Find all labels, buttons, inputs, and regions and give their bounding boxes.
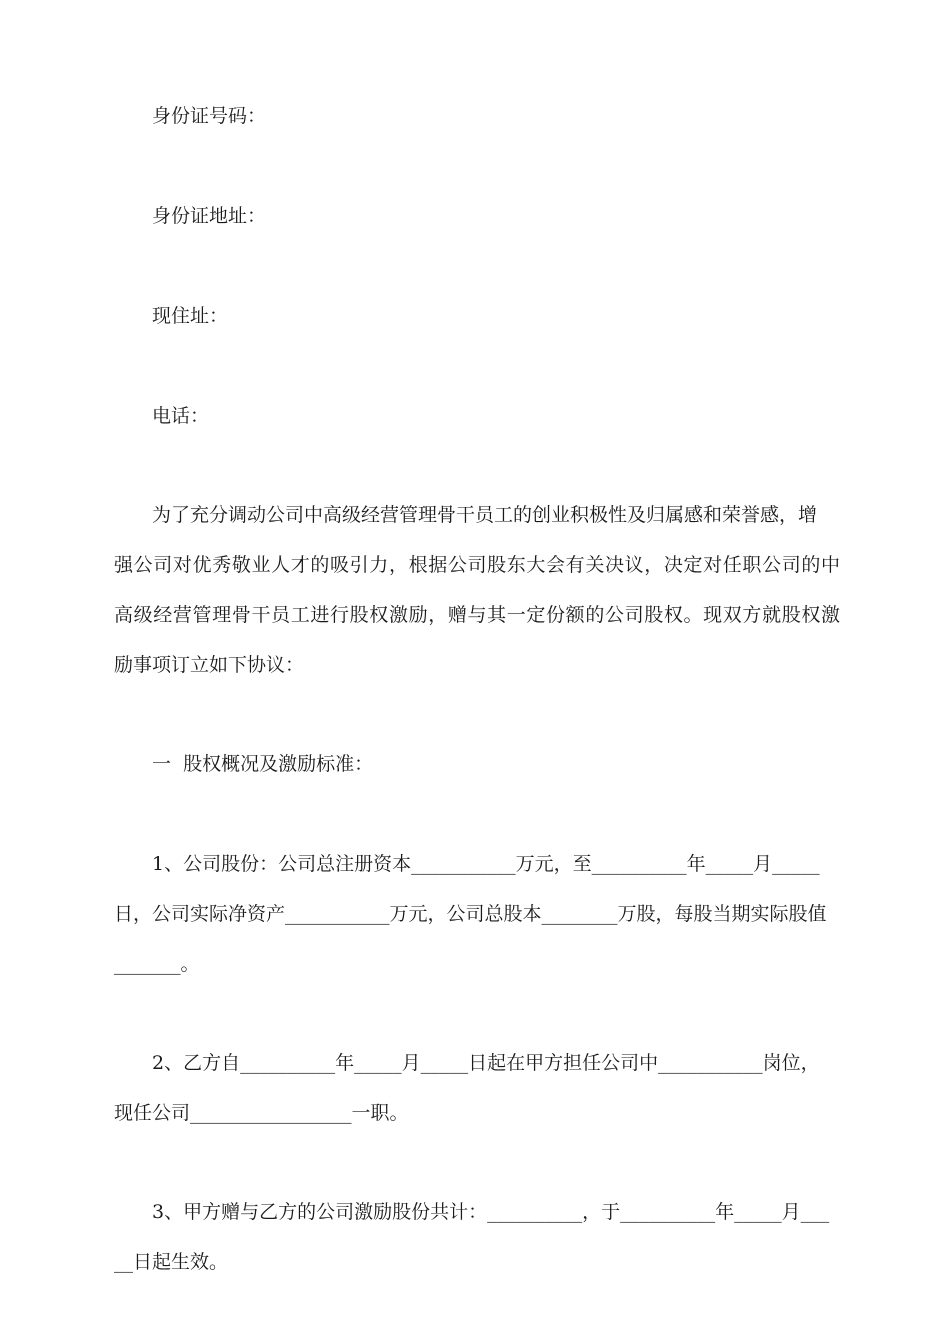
intro-line-2: 强公司对优秀敬业人才的吸引力，根据公司股东大会有关决议，决定对任职公司的中 xyxy=(114,554,840,576)
clause-3-line-1: 3、甲方赠与乙方的公司激励股份共计：__________，于__________年_____月___ xyxy=(152,1201,830,1223)
current-address-label: 现住址： xyxy=(152,305,229,327)
section-heading: 一 股权概况及激励标准： xyxy=(152,753,374,775)
clause-2-line-1: 2、乙方自__________年_____月_____日起在甲方担任公司中___________岗位， xyxy=(152,1052,820,1074)
clause-1-line-2: 日，公司实际净资产___________万元，公司总股本________万股，每股当期实际股值 xyxy=(114,903,827,925)
phone-label: 电话： xyxy=(152,405,210,427)
id-number-label: 身份证号码： xyxy=(152,105,267,127)
clause-2-line-2: 现任公司_________________一职。 xyxy=(114,1102,409,1124)
clause-1-line-3: _______。 xyxy=(114,953,200,975)
id-address-label: 身份证地址： xyxy=(152,205,267,227)
intro-line-4: 励事项订立如下协议： xyxy=(114,654,305,676)
clause-3-line-2: __日起生效。 xyxy=(114,1251,229,1273)
clause-1-line-1: 1、公司股份：公司总注册资本___________万元，至__________年_____月_____ xyxy=(152,853,820,875)
intro-line-1: 为了充分调动公司中高级经营管理骨干员工的创业积极性及归属感和荣誉感，增 xyxy=(152,504,818,526)
intro-line-3: 高级经营管理骨干员工进行股权激励，赠与其一定份额的公司股权。现双方就股权激 xyxy=(114,604,840,626)
